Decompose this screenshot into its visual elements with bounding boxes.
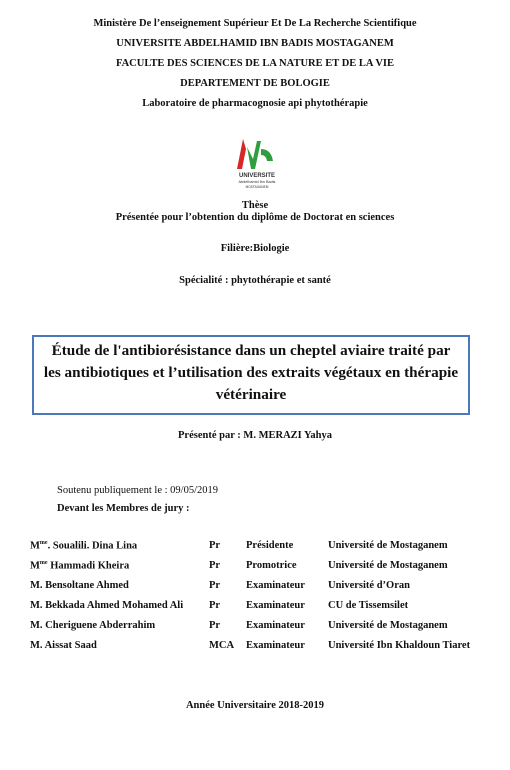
jury-row-1 bbox=[30, 540, 500, 560]
jury-member-name: M. Aissat Saad bbox=[30, 640, 97, 651]
specialite: Spécialité : phytothérapie et santé bbox=[179, 275, 331, 286]
jury-heading: Devant les Membres de jury : bbox=[57, 503, 190, 514]
jury-member-name: M. Cheriguene Abderrahim bbox=[30, 620, 156, 631]
university-logo bbox=[227, 135, 287, 190]
thesis-title-box bbox=[32, 335, 470, 415]
jury-member-institution: Université de Mostaganem bbox=[328, 540, 448, 551]
jury-member-role: Promotrice bbox=[246, 560, 297, 571]
logo-green-stroke bbox=[247, 141, 261, 169]
logo-name: UNIVERSITE bbox=[238, 173, 276, 179]
jury-member-institution: Université de Mostaganem bbox=[328, 620, 448, 631]
jury-member-role: Examinateur bbox=[246, 620, 305, 631]
jury-member-name: $M^{me}$. Soualili. Dina Lina bbox=[30, 540, 138, 552]
defense-date: Soutenu publiquement le : 09/05/2019 bbox=[57, 485, 218, 496]
laboratory-heading: Laboratoire de pharmacognosie api phytothérapie bbox=[142, 98, 368, 109]
jury-member-role: Présidente bbox=[246, 540, 294, 551]
ministry-heading: Ministère De l’enseignement Supérieur Et De La Recherche Scientifique bbox=[93, 18, 417, 29]
jury-member-role: Examinateur bbox=[246, 580, 305, 591]
jury-member-role: Examinateur bbox=[246, 640, 305, 651]
jury-member-grade: Pr bbox=[209, 560, 221, 571]
academic-year: Année Universitaire 2018-2019 bbox=[185, 700, 325, 711]
jury-member-institution: CU de Tissemsilet bbox=[328, 600, 409, 611]
jury-row-3 bbox=[30, 580, 500, 600]
faculty-heading: FACULTE DES SCIENCES DE LA NATURE ET DE LA VIE bbox=[115, 58, 395, 69]
jury-table bbox=[30, 540, 500, 660]
thesis-title-line-1: Étude de l'antibiorésistance dans un cheptel aviaire traité par bbox=[51, 342, 451, 359]
presenter: Présenté par : M. MERAZI Yahya bbox=[178, 430, 332, 441]
jury-row-2 bbox=[30, 560, 500, 580]
jury-member-grade: Pr bbox=[209, 540, 221, 551]
thesis-title-line-2: les antibiotiques et l’utilisation des extraits végétaux en thérapie bbox=[43, 364, 459, 381]
jury-member-grade: Pr bbox=[209, 600, 221, 611]
filiere: Filière:Biologie bbox=[220, 243, 290, 254]
jury-member-name: M. Bekkada Ahmed Mohamed Ali bbox=[30, 600, 184, 611]
jury-row-5 bbox=[30, 620, 500, 640]
jury-member-name: M. Bensoltane Ahmed bbox=[30, 580, 129, 591]
jury-member-institution: Université de Mostaganem bbox=[328, 560, 448, 571]
jury-member-grade: MCA bbox=[209, 640, 235, 651]
thesis-title-line-3: vétérinaire bbox=[215, 386, 287, 403]
university-heading: UNIVERSITE ABDELHAMID IBN BADIS MOSTAGANEM bbox=[116, 38, 394, 49]
logo-city: MOSTAGANEM bbox=[245, 185, 269, 189]
department-heading: DEPARTEMENT DE BOLOGIE bbox=[180, 78, 330, 89]
jury-member-institution: Université d’Oran bbox=[328, 580, 410, 591]
jury-member-institution: Université Ibn Khaldoun Tiaret bbox=[328, 640, 471, 651]
logo-subtitle: Abdelhamid Ibn Badis bbox=[238, 180, 276, 184]
jury-member-grade: Pr bbox=[209, 580, 221, 591]
thesis-purpose: Présentée pour l’obtention du diplôme de Doctorat en sciences bbox=[115, 212, 395, 223]
jury-row-4 bbox=[30, 600, 500, 620]
jury-member-name: $M^{me}$ Hammadi Kheira bbox=[30, 560, 130, 572]
jury-member-grade: Pr bbox=[209, 620, 221, 631]
thesis-label: Thèse bbox=[241, 200, 269, 211]
jury-row-6 bbox=[30, 640, 500, 660]
logo-red-stroke bbox=[237, 139, 246, 169]
logo-green-curve bbox=[261, 149, 273, 161]
jury-member-role: Examinateur bbox=[246, 600, 305, 611]
